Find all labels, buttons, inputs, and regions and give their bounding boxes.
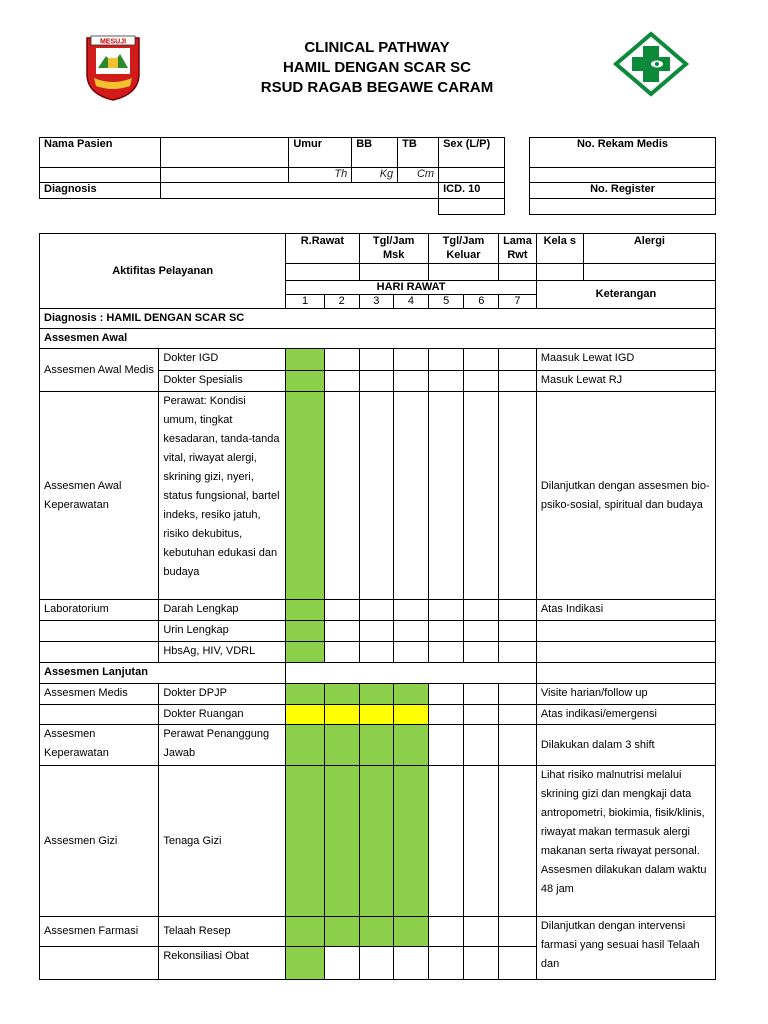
day-1: 1	[286, 295, 325, 309]
day-cell-conditional[interactable]	[359, 705, 394, 725]
keterangan-blank	[536, 621, 715, 642]
lama-rawat-header: Lama Rwt	[499, 234, 537, 264]
day-cell[interactable]	[324, 600, 359, 621]
day-cell[interactable]	[499, 684, 537, 705]
blank-cell	[40, 168, 161, 183]
diagnosis-label: Diagnosis	[40, 183, 161, 199]
day-cell-checked[interactable]	[324, 684, 359, 705]
rekam-medis-field[interactable]	[530, 168, 716, 183]
aktifitas-header: Aktifitas Pelayanan	[40, 234, 286, 309]
day-cell-checked[interactable]	[286, 621, 325, 642]
r-rawat-header: R.Rawat	[286, 234, 359, 264]
umur-label: Umur	[289, 138, 352, 168]
day-cell[interactable]	[324, 371, 359, 392]
day-cell[interactable]	[359, 371, 394, 392]
activity-perawat: Perawat: Kondisi umum, tingkat kesadaran, tanda-tanda vital, riwayat alergi, skrining gizi, nyeri, status fungsional, bartel indeks, resiko jatuh, risiko dekubitus, kebutuhan edukasi dan budaya	[159, 392, 286, 600]
day-cell[interactable]	[428, 621, 464, 642]
day-cell[interactable]	[464, 349, 499, 371]
day-cell[interactable]	[394, 642, 429, 663]
day-cell-checked[interactable]	[286, 349, 325, 371]
day-cell-checked[interactable]	[286, 642, 325, 663]
lama-rawat-field[interactable]	[499, 264, 537, 281]
activity-dokter-ruangan: Dokter Ruangan	[159, 705, 286, 725]
tb-label: TB	[398, 138, 439, 168]
blank-cell	[40, 947, 159, 980]
tgl-keluar-field[interactable]	[428, 264, 498, 281]
tgl-masuk-field[interactable]	[359, 264, 428, 281]
day-cell-checked[interactable]	[394, 725, 429, 766]
activity-perawat-pj: Perawat Penanggung Jawab	[159, 725, 286, 766]
keterangan-gizi: Lihat risiko malnutrisi melalui skrining gizi dan mengkaji data antropometri, biokimia, fisik/klinis, riwayat makan termasuk alergi makanan serta riwayat personal. Assesmen dilakukan dalam waktu 48 jam	[536, 766, 715, 917]
section-assesmen-awal: Assesmen Awal	[40, 329, 716, 349]
day-cell[interactable]	[464, 392, 499, 600]
day-cell-checked[interactable]	[394, 917, 429, 947]
day-cell[interactable]	[499, 947, 537, 980]
day-cell[interactable]	[359, 600, 394, 621]
day-cell[interactable]	[324, 392, 359, 600]
day-cell[interactable]	[324, 349, 359, 371]
sex-label: Sex (L/P)	[439, 138, 505, 168]
day-cell[interactable]	[428, 705, 464, 725]
kelas-alergi-cell	[536, 234, 715, 264]
day-cell[interactable]	[499, 392, 537, 600]
day-cell[interactable]	[464, 917, 499, 947]
row-label-assesmen-gizi: Assesmen Gizi	[40, 766, 159, 917]
day-cell[interactable]	[428, 684, 464, 705]
day-cell-conditional[interactable]	[324, 705, 359, 725]
day-cell[interactable]	[394, 600, 429, 621]
day-cell[interactable]	[394, 392, 429, 600]
day-cell-checked[interactable]	[359, 684, 394, 705]
day-cell-checked[interactable]	[286, 684, 325, 705]
day-cell[interactable]	[428, 600, 464, 621]
day-cell[interactable]	[464, 684, 499, 705]
icd-field[interactable]	[439, 199, 505, 215]
keterangan-header: Keterangan	[536, 281, 715, 309]
day-cell[interactable]	[324, 642, 359, 663]
day-cell[interactable]	[324, 947, 359, 980]
nama-pasien-label: Nama Pasien	[40, 138, 161, 168]
day-cell[interactable]	[359, 349, 394, 371]
activity-rekonsiliasi-obat: Rekonsiliasi Obat	[159, 947, 286, 980]
diagnosis-row: Diagnosis : HAMIL DENGAN SCAR SC	[40, 309, 716, 329]
day-cell[interactable]	[428, 766, 464, 917]
day-cell[interactable]	[499, 349, 537, 371]
day-cell[interactable]	[464, 766, 499, 917]
activity-urin-lengkap: Urin Lengkap	[159, 621, 286, 642]
row-label-awal-medis: Assesmen Awal Medis	[40, 349, 159, 392]
day-cell-checked[interactable]	[324, 766, 359, 917]
section-assesmen-lanjutan: Assesmen Lanjutan	[40, 663, 286, 684]
day-4: 4	[394, 295, 429, 309]
day-2: 2	[324, 295, 359, 309]
day-cell[interactable]	[359, 621, 394, 642]
keterangan-telaah: Dilanjutkan dengan intervensi farmasi yang sesuai hasil Telaah dan	[536, 917, 715, 980]
blank-cell	[40, 621, 159, 642]
day-cell-checked[interactable]	[324, 917, 359, 947]
day-cell[interactable]	[499, 917, 537, 947]
blank-cell	[536, 663, 715, 684]
day-cell[interactable]	[428, 642, 464, 663]
day-cell[interactable]	[428, 917, 464, 947]
day-cell[interactable]	[394, 349, 429, 371]
day-cell[interactable]	[499, 371, 537, 392]
regency-emblem-logo	[84, 34, 142, 102]
register-label: No. Register	[530, 183, 716, 199]
activity-dokter-dpjp: Dokter DPJP	[159, 684, 286, 705]
day-cell-checked[interactable]	[394, 766, 429, 917]
day-cell-checked[interactable]	[286, 947, 325, 980]
tgl-keluar-header: Tgl/Jam Keluar	[428, 234, 498, 264]
day-cell[interactable]	[499, 705, 537, 725]
blank-cell	[160, 168, 289, 183]
day-cell[interactable]	[464, 371, 499, 392]
cm-unit: Cm	[398, 168, 439, 183]
day-cell[interactable]	[428, 725, 464, 766]
icd-label: ICD. 10	[439, 183, 505, 199]
day-cell[interactable]	[359, 642, 394, 663]
blank-cell	[40, 642, 159, 663]
row-label-laboratorium: Laboratorium	[40, 600, 159, 621]
title-line-2: HAMIL DENGAN SCAR SC	[282, 59, 472, 76]
day-cell[interactable]	[428, 349, 464, 371]
day-cell[interactable]	[499, 766, 537, 917]
nama-pasien-field[interactable]	[160, 138, 289, 168]
day-cell[interactable]	[324, 621, 359, 642]
keterangan-spesialis: Masuk Lewat RJ	[536, 371, 715, 392]
emblem-text: MESUJI	[99, 38, 127, 46]
th-unit: Th	[289, 168, 352, 183]
title-line-1: CLINICAL PATHWAY	[304, 39, 450, 56]
rekam-medis-label: No. Rekam Medis	[530, 138, 716, 168]
day-7: 7	[499, 295, 537, 309]
day-cell[interactable]	[464, 621, 499, 642]
day-cell-checked[interactable]	[286, 371, 325, 392]
day-cell[interactable]	[464, 600, 499, 621]
title-line-3: RSUD RAGAB BEGAWE CARAM	[260, 79, 494, 96]
day-cell[interactable]	[499, 621, 537, 642]
tgl-masuk-header: Tgl/Jam Msk	[359, 234, 428, 264]
activity-tenaga-gizi: Tenaga Gizi	[159, 766, 286, 917]
day-cell-checked[interactable]	[286, 392, 325, 600]
hari-rawat-header: HARI RAWAT	[286, 281, 537, 295]
blank-cell	[40, 199, 439, 215]
day-cell-checked[interactable]	[324, 725, 359, 766]
activity-telaah-resep: Telaah Resep	[159, 917, 286, 947]
day-cell-checked[interactable]	[359, 766, 394, 917]
bb-label: BB	[352, 138, 398, 168]
activity-hbsag: HbsAg, HIV, VDRL	[159, 642, 286, 663]
row-label-awal-keperawatan: Assesmen Awal Keperawatan	[40, 392, 159, 600]
row-label-assesmen-farmasi: Assesmen Farmasi	[40, 917, 159, 947]
day-cell-checked[interactable]	[286, 766, 325, 917]
day-cell-conditional[interactable]	[394, 705, 429, 725]
day-cell[interactable]	[428, 947, 464, 980]
day-cell-checked[interactable]	[359, 725, 394, 766]
day-cell-checked[interactable]	[286, 600, 325, 621]
keterangan-blank	[536, 642, 715, 663]
keterangan-pj: Dilakukan dalam 3 shift	[536, 725, 715, 766]
day-cell[interactable]	[464, 642, 499, 663]
day-cell-checked[interactable]	[394, 684, 429, 705]
keterangan-igd: Maasuk Lewat IGD	[536, 349, 715, 371]
row-label-assesmen-keperawatan: Assesmen Keperawatan	[40, 725, 159, 766]
day-cell[interactable]	[464, 947, 499, 980]
activity-dokter-igd: Dokter IGD	[159, 349, 286, 371]
kg-unit: Kg	[352, 168, 398, 183]
pathway-table	[39, 233, 716, 980]
day-cell[interactable]	[359, 392, 394, 600]
kelas-header: Kela s	[537, 234, 584, 263]
blank-cell	[439, 168, 505, 183]
day-cell[interactable]	[499, 725, 537, 766]
keterangan-perawat: Dilanjutkan dengan assesmen bio-psiko-sosial, spiritual dan budaya	[536, 392, 715, 600]
day-cell[interactable]	[394, 947, 429, 980]
keterangan-ruangan: Atas indikasi/emergensi	[536, 705, 715, 725]
health-cross-logo	[610, 30, 692, 98]
day-3: 3	[359, 295, 394, 309]
kelas-alergi-field[interactable]	[536, 264, 715, 281]
day-cell[interactable]	[428, 392, 464, 600]
day-cell[interactable]	[499, 642, 537, 663]
day-cell[interactable]	[359, 947, 394, 980]
day-cell[interactable]	[464, 725, 499, 766]
document-title	[200, 38, 554, 98]
blank-cell	[286, 663, 537, 684]
day-cell-checked[interactable]	[286, 917, 325, 947]
keterangan-darah: Atas Indikasi	[536, 600, 715, 621]
day-cell-checked[interactable]	[359, 917, 394, 947]
blank-cell	[40, 705, 159, 725]
day-6: 6	[464, 295, 499, 309]
register-field[interactable]	[530, 199, 716, 215]
r-rawat-field[interactable]	[286, 264, 359, 281]
alergi-header: Alergi	[633, 235, 665, 247]
diagnosis-field[interactable]	[160, 183, 438, 199]
day-cell[interactable]	[394, 621, 429, 642]
day-cell-checked[interactable]	[286, 725, 325, 766]
day-cell[interactable]	[499, 600, 537, 621]
day-cell[interactable]	[464, 705, 499, 725]
day-cell[interactable]	[394, 371, 429, 392]
record-number-table	[529, 137, 716, 215]
activity-dokter-spesialis: Dokter Spesialis	[159, 371, 286, 392]
day-5: 5	[428, 295, 464, 309]
day-cell-conditional[interactable]	[286, 705, 325, 725]
keterangan-dpjp: Visite harian/follow up	[536, 684, 715, 705]
patient-info-table	[39, 137, 505, 215]
activity-darah-lengkap: Darah Lengkap	[159, 600, 286, 621]
row-label-assesmen-medis: Assesmen Medis	[40, 684, 159, 705]
day-cell[interactable]	[428, 371, 464, 392]
